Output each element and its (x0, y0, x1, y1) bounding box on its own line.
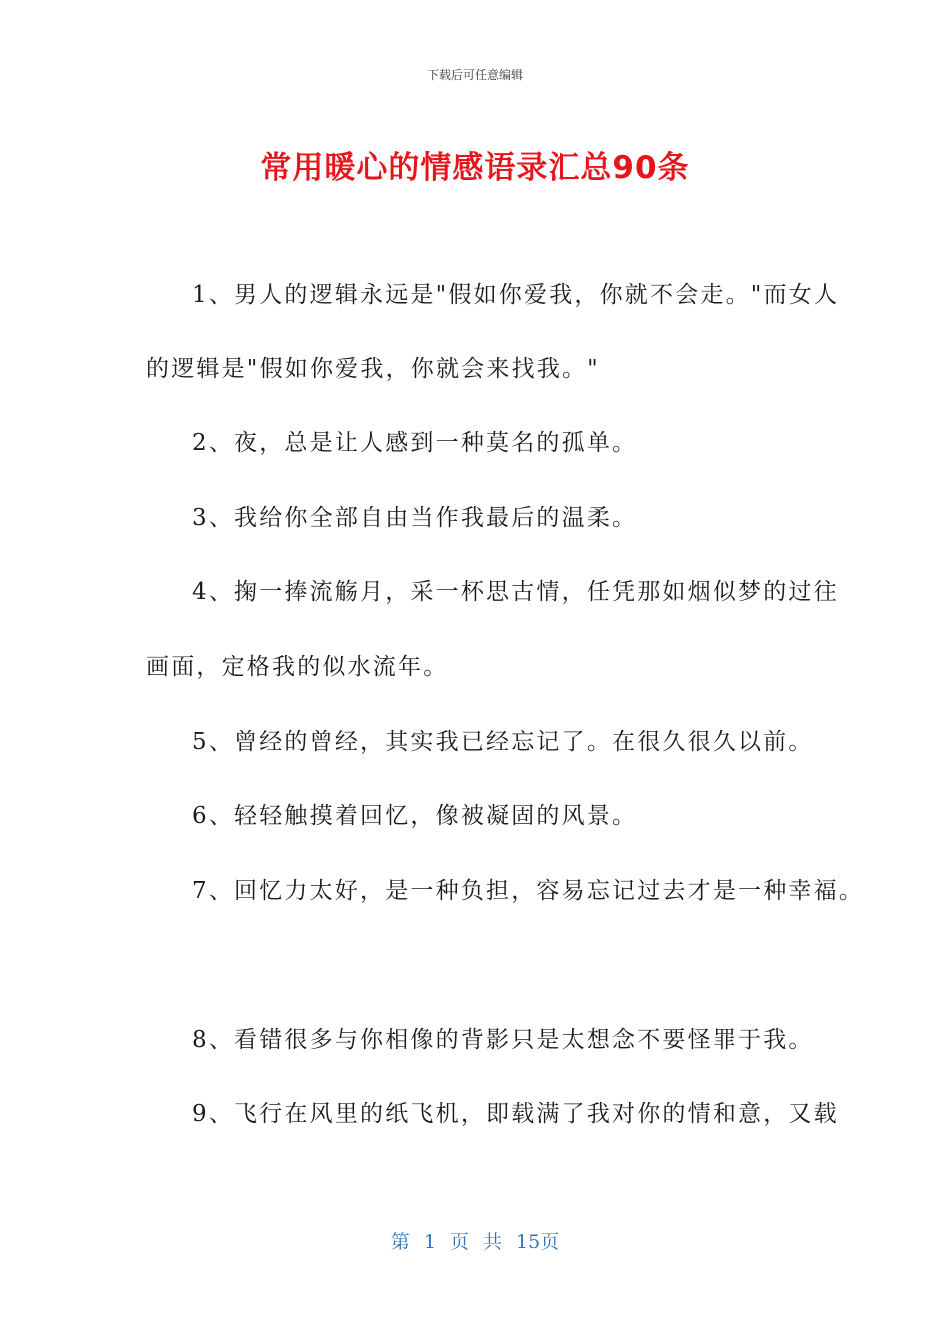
paragraph-line: 8、看错很多与你相像的背影只是太想念不要怪罪于我。 (192, 1027, 814, 1053)
paragraph-line: 5、曾经的曾经，其实我已经忘记了。在很久很久以前。 (192, 729, 814, 755)
paragraph-line: 7、回忆力太好，是一种负担，容易忘记过去才是一种幸福。 (192, 878, 865, 904)
header-note: 下载后可任意编辑 (426, 68, 523, 82)
paragraph-line: 2、夜，总是让人感到一种莫名的孤单。 (192, 430, 638, 456)
paragraph-line: 9、飞行在风里的纸飞机，即载满了我对你的情和意，又载 (192, 1101, 839, 1127)
paragraph-line: 1、男人的逻辑永远是"假如你爱我，你就不会走。"而女人 (192, 282, 840, 308)
paragraph-line: 6、轻轻触摸着回忆，像被凝固的风景。 (192, 803, 638, 829)
page-footer: 第 1 页 共 15页 (390, 1231, 560, 1253)
paragraph-line: 画面，定格我的似水流年。 (146, 654, 449, 680)
paragraph-line: 4、掬一捧流觞月，采一杯思古情，任凭那如烟似梦的过往 (192, 579, 839, 605)
paragraph-line: 3、我给你全部自由当作我最后的温柔。 (192, 505, 638, 531)
document-title: 常用暖心的情感语录汇总90条 (260, 150, 690, 186)
paragraph-line: 的逻辑是"假如你爱我，你就会来找我。" (146, 356, 600, 382)
